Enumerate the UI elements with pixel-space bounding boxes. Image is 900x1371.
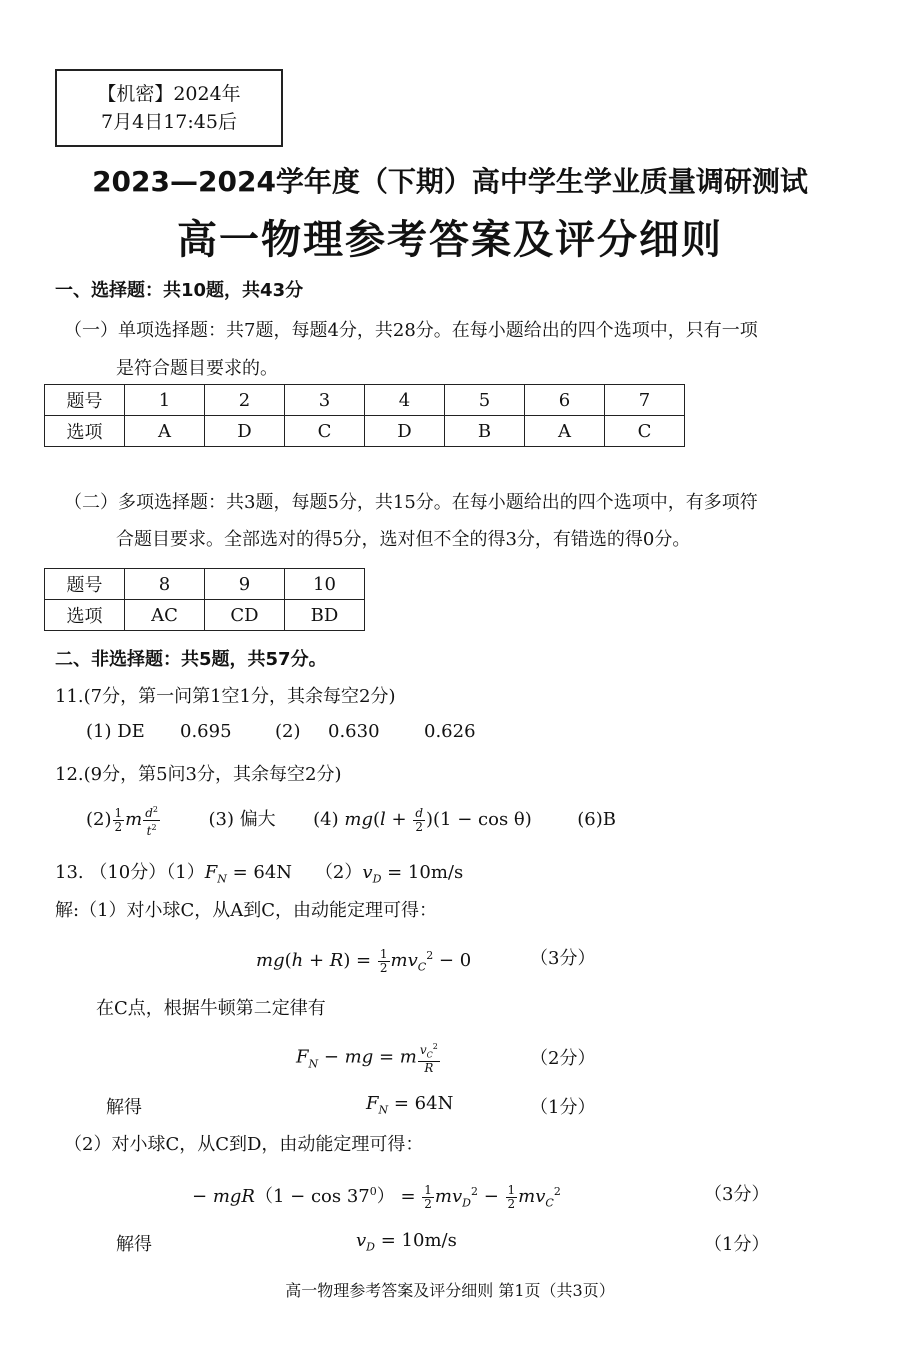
q13-solution-1: 解:（1）对小球C，从A到C，由动能定理可得： [55, 900, 438, 921]
jie-label-1: 解得 [106, 1097, 142, 1118]
q12-answer-6: (6)B [577, 809, 616, 830]
row-label: 题号 [45, 569, 125, 600]
answer-cell: A [525, 416, 605, 447]
equation-5-value: = 10m/s [380, 1230, 457, 1251]
answer-cell: AC [125, 600, 205, 631]
fraction: $\frac{d^2}{t^2}$ [145, 804, 158, 838]
equation-1-score: （3分） [530, 948, 596, 969]
row-label: 题号 [45, 385, 125, 416]
q12-heading: 12.(9分，第5问3分，其余每空2分) [55, 764, 342, 785]
q13-solution-3: （2）对小球C，从C到D，由动能定理可得： [64, 1134, 424, 1155]
equation-5-score: （1分） [704, 1234, 770, 1255]
equation-2-score: （2分） [530, 1048, 596, 1069]
fraction: $\frac{v_C^2}{R}$ [419, 1042, 438, 1076]
equation-2: $F_N$ − mg = m $\frac{v_C^2}{R}$ [296, 1042, 438, 1076]
row-label: 选项 [45, 600, 125, 631]
q13-vd-answer: = 10m/s [387, 862, 464, 883]
question-number: 4 [365, 385, 445, 416]
question-number: 6 [525, 385, 605, 416]
multi-choice-intro-1: （二）多项选择题：共3题，每题5分，共15分。在每小题给出的四个选项中，有多项符 [64, 492, 758, 513]
question-number: 10 [285, 569, 365, 600]
row-label: 选项 [45, 416, 125, 447]
single-choice-intro-2: 是符合题目要求的。 [116, 358, 278, 379]
equation-3: $F_N = 64N$ [366, 1093, 454, 1117]
q12-answer-4-label: (4) [313, 809, 339, 830]
question-number: 2 [205, 385, 285, 416]
answer-cell: D [365, 416, 445, 447]
table-row [45, 569, 365, 600]
q11-heading: 11.(7分，第一问第1空1分，其余每空2分) [55, 686, 396, 707]
single-choice-table [44, 384, 685, 447]
fraction: $\frac{1}{2}$ [379, 946, 388, 975]
q11-answer-1: (1) DE [86, 721, 145, 742]
question-number: 8 [125, 569, 205, 600]
equation-4: − $mgR(1 - \cos 37^0)$ = $\frac{1}{2}$ $mv_D^2$ − $\frac{1}{2}$ $mv_C^2$ [192, 1182, 561, 1211]
single-choice-intro-1: （一）单项选择题：共7题，每题4分，共28分。在每小题给出的四个选项中，只有一项 [64, 320, 758, 341]
answer-cell: A [125, 416, 205, 447]
answer-cell: B [445, 416, 525, 447]
equation-4-score: （3分） [704, 1184, 770, 1205]
answer-cell: BD [285, 600, 365, 631]
table-row [45, 385, 685, 416]
q11-answer-3: (2) [275, 721, 301, 742]
question-number: 7 [605, 385, 685, 416]
fraction: $\frac{1}{2}$ [507, 1182, 516, 1211]
q13-solution-2: 在C点，根据牛顿第二定律有 [96, 998, 326, 1019]
q11-answer-4: 0.630 [328, 721, 380, 742]
page-footer: 高一物理参考答案及评分细则 第1页（共3页） [285, 1281, 615, 1300]
answer-cell: CD [205, 600, 285, 631]
confidential-box [55, 69, 283, 147]
q12-answer-3: (3) 偏大 [208, 809, 276, 830]
answer-cell: C [285, 416, 365, 447]
question-number: 3 [285, 385, 365, 416]
equation-5: $v_D = 10m/s$ [356, 1230, 457, 1254]
exam-title: 2023—2024学年度（下期）高中学生学业质量调研测试 [92, 165, 808, 198]
q13-part2-label: （2） [314, 862, 363, 883]
q12-answer-4-tail: (1 − cos θ) [433, 809, 532, 830]
question-number: 5 [445, 385, 525, 416]
multi-choice-table [44, 568, 365, 631]
q13-heading-text: 13. （10分）（1） [55, 862, 205, 883]
equation-3-value: = 64N [393, 1093, 454, 1114]
table-row [45, 416, 685, 447]
q12-answer-2-label: (2) [86, 809, 112, 830]
equation-3-score: （1分） [530, 1097, 596, 1118]
answer-cell: D [205, 416, 285, 447]
q11-answer-2: 0.695 [180, 721, 232, 742]
q13-fn-answer: = 64N [232, 862, 293, 883]
answer-cell: C [605, 416, 685, 447]
page-title: 高一物理参考答案及评分细则 [177, 217, 723, 263]
part2-heading: 二、非选择题：共5题，共57分。 [55, 649, 327, 670]
table-row [45, 600, 365, 631]
confidential-line1: 【机密】2024年 [97, 83, 241, 105]
question-number: 9 [205, 569, 285, 600]
equation-1: mg(h + R) = $\frac{1}{2}$ $mv_C^2 - 0$ [256, 946, 472, 975]
fraction: $\frac{1}{2}$ [424, 1182, 432, 1211]
q11-answer-5: 0.626 [424, 721, 476, 742]
q13-heading: 13. （10分）$(1)F_N = 64N$ $(2)v_D = 10m/s$ [55, 862, 464, 886]
fraction: $\frac{1}{2}$ [114, 805, 123, 834]
confidential-line2: 7月4日17:45后 [101, 111, 237, 133]
fraction: $\frac{d}{2}$ [415, 805, 423, 834]
q12-answers: (2) $\frac{1}{2}$ m $\frac{d^2}{t^2}$ (3) 偏大 (4) mg(l + $\frac{d}{2}$ )(1 − cos θ) (6)B [86, 804, 616, 838]
question-number: 1 [125, 385, 205, 416]
jie-label-2: 解得 [116, 1234, 152, 1255]
multi-choice-intro-2: 合题目要求。全部选对的得5分，选对但不全的得3分，有错选的得0分。 [116, 529, 691, 550]
part1-heading: 一、选择题：共10题，共43分 [55, 280, 304, 301]
